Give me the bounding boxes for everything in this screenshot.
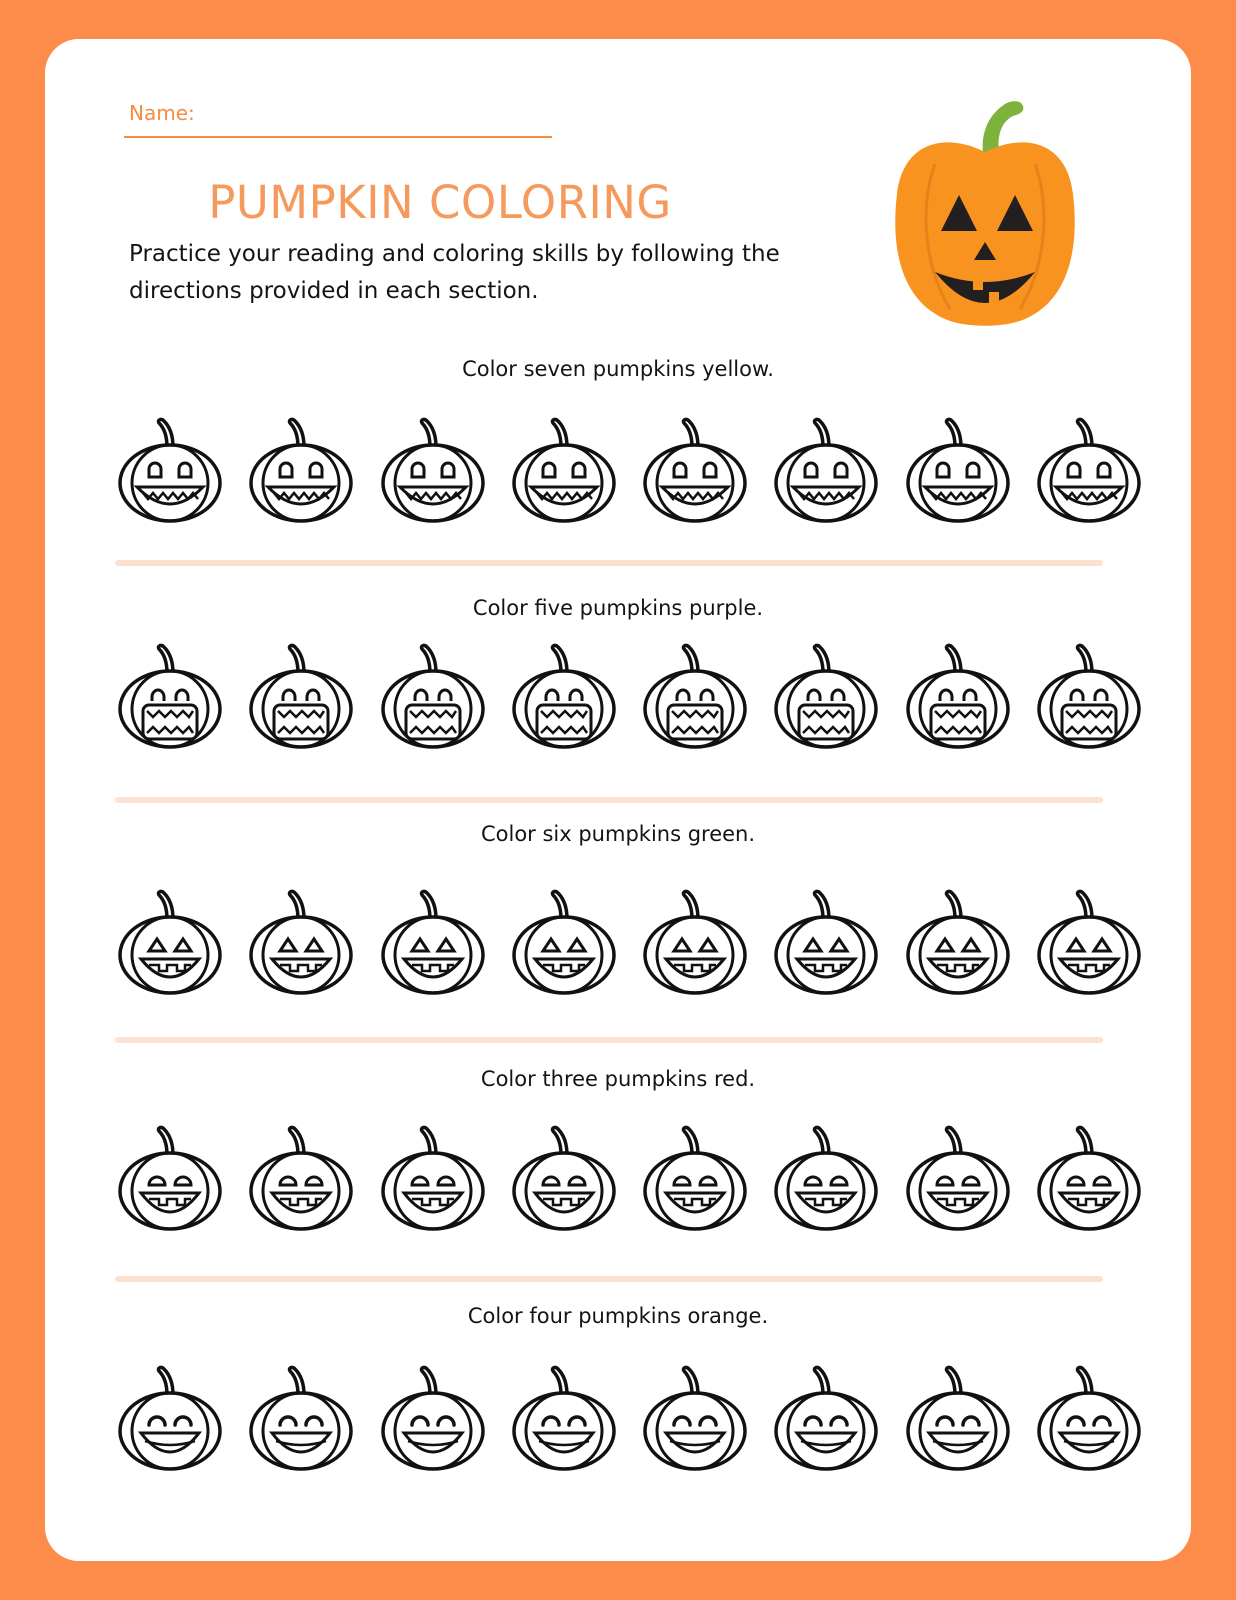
toothy-grin-icon: [115, 417, 225, 527]
screaming-mouth-icon: [640, 643, 750, 753]
block-teeth-smile-icon: [509, 1125, 619, 1235]
pumpkin-row-5: [115, 1365, 1175, 1475]
section-divider: [115, 1037, 1103, 1043]
happy-closed-eyes-icon: [246, 1365, 356, 1475]
section-5-instruction: Color four pumpkins orange.: [467, 1304, 769, 1328]
triangle-eyes-icon: [115, 889, 225, 999]
block-teeth-smile-icon: [115, 1125, 225, 1235]
page-title: PUMPKIN COLORING: [208, 176, 672, 229]
pumpkin-row-4: [115, 1125, 1175, 1235]
screaming-mouth-icon: [1034, 643, 1144, 753]
happy-closed-eyes-icon: [378, 1365, 488, 1475]
screaming-mouth-icon: [246, 643, 356, 753]
section-divider: [115, 797, 1103, 803]
screaming-mouth-icon: [771, 643, 881, 753]
happy-closed-eyes-icon: [903, 1365, 1013, 1475]
name-field-line: [124, 136, 552, 138]
happy-closed-eyes-icon: [115, 1365, 225, 1475]
triangle-eyes-icon: [903, 889, 1013, 999]
toothy-grin-icon: [640, 417, 750, 527]
pumpkin-row-3: [115, 889, 1175, 999]
toothy-grin-icon: [509, 417, 619, 527]
intro-text: Practice your reading and coloring skills by following the directions provided in each section.: [129, 241, 780, 304]
triangle-eyes-icon: [246, 889, 356, 999]
block-teeth-smile-icon: [1034, 1125, 1144, 1235]
toothy-grin-icon: [378, 417, 488, 527]
block-teeth-smile-icon: [771, 1125, 881, 1235]
screaming-mouth-icon: [509, 643, 619, 753]
block-teeth-smile-icon: [246, 1125, 356, 1235]
pumpkin-row-2: [115, 643, 1175, 753]
happy-closed-eyes-icon: [1034, 1365, 1144, 1475]
section-1-instruction: Color seven pumpkins yellow.: [462, 357, 774, 381]
block-teeth-smile-icon: [903, 1125, 1013, 1235]
section-4-instruction: Color three pumpkins red.: [480, 1067, 756, 1091]
section-divider: [115, 560, 1103, 566]
pumpkin-row-1: [115, 417, 1175, 527]
toothy-grin-icon: [771, 417, 881, 527]
section-3-instruction: Color six pumpkins green.: [480, 822, 756, 846]
triangle-eyes-icon: [771, 889, 881, 999]
happy-closed-eyes-icon: [640, 1365, 750, 1475]
toothy-grin-icon: [1034, 417, 1144, 527]
section-2-instruction: Color five pumpkins purple.: [472, 596, 764, 620]
happy-closed-eyes-icon: [509, 1365, 619, 1475]
triangle-eyes-icon: [509, 889, 619, 999]
triangle-eyes-icon: [378, 889, 488, 999]
happy-closed-eyes-icon: [771, 1365, 881, 1475]
worksheet-page: [45, 39, 1191, 1561]
screaming-mouth-icon: [115, 643, 225, 753]
block-teeth-smile-icon: [378, 1125, 488, 1235]
section-divider: [115, 1276, 1103, 1282]
toothy-grin-icon: [903, 417, 1013, 527]
toothy-grin-icon: [246, 417, 356, 527]
triangle-eyes-icon: [640, 889, 750, 999]
triangle-eyes-icon: [1034, 889, 1144, 999]
screaming-mouth-icon: [903, 643, 1013, 753]
block-teeth-smile-icon: [640, 1125, 750, 1235]
name-label: Name:: [129, 101, 195, 125]
jack-o-lantern-icon: [875, 94, 1095, 334]
screaming-mouth-icon: [378, 643, 488, 753]
